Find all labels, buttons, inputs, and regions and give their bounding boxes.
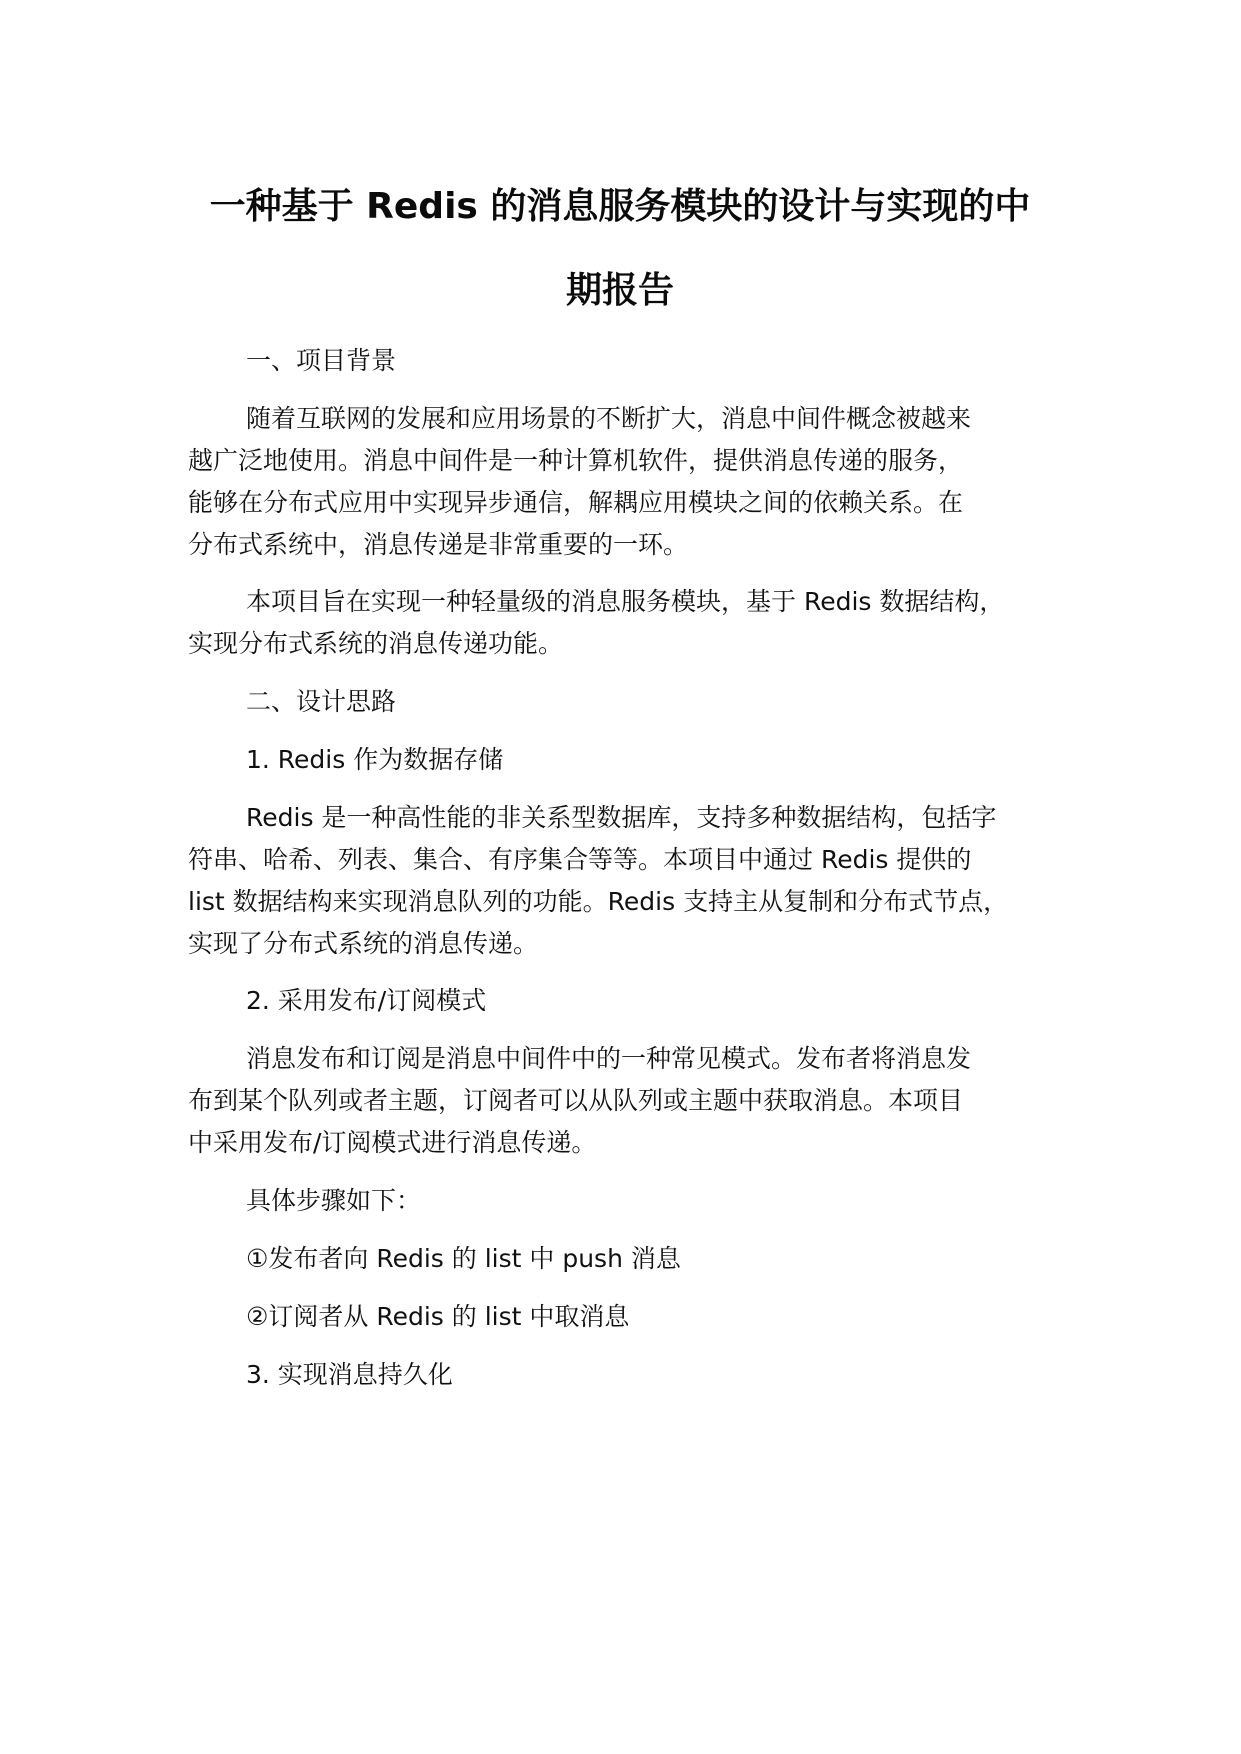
step-item-1: ①发布者向 Redis 的 list 中 push 消息 (246, 1244, 681, 1273)
steps-intro: 具体步骤如下： (246, 1186, 422, 1215)
paragraph-line: list 数据结构来实现消息队列的功能。Redis 支持主从复制和分布式节点， (188, 887, 1009, 916)
paragraph-line: 中采用发布/订阅模式进行消息传递。 (188, 1128, 597, 1157)
document-title-line-2: 期报告 (565, 270, 674, 311)
paragraph-line: 分布式系统中，消息传递是非常重要的一环。 (188, 530, 689, 559)
subsection-heading-persistence: 3. 实现消息持久化 (246, 1360, 453, 1389)
paragraph-line: 能够在分布式应用中实现异步通信，解耦应用模块之间的依赖关系。在 (188, 488, 964, 517)
step-item-2: ②订阅者从 Redis 的 list 中取消息 (246, 1302, 630, 1331)
subsection-heading-pubsub: 2. 采用发布/订阅模式 (246, 986, 487, 1015)
document-title-line-1: 一种基于 Redis 的消息服务模块的设计与实现的中 (209, 186, 1031, 227)
paragraph-line: 实现分布式系统的消息传递功能。 (188, 629, 564, 658)
section-heading-background: 一、项目背景 (246, 346, 397, 375)
section-heading-design: 二、设计思路 (246, 687, 397, 716)
paragraph-line: 实现了分布式系统的消息传递。 (188, 929, 539, 958)
subsection-heading-redis-storage: 1. Redis 作为数据存储 (246, 745, 504, 774)
paragraph-line: 符串、哈希、列表、集合、有序集合等等。本项目中通过 Redis 提供的 (188, 845, 972, 874)
paragraph-line: 本项目旨在实现一种轻量级的消息服务模块，基于 Redis 数据结构， (246, 587, 1005, 616)
paragraph-line: 随着互联网的发展和应用场景的不断扩大，消息中间件概念被越来 (246, 404, 972, 433)
paragraph-line: 越广泛地使用。消息中间件是一种计算机软件，提供消息传递的服务， (188, 446, 964, 475)
paragraph-line: 消息发布和订阅是消息中间件中的一种常见模式。发布者将消息发 (246, 1044, 972, 1073)
paragraph-line: Redis 是一种高性能的非关系型数据库，支持多种数据结构，包括字 (246, 803, 997, 832)
paragraph-line: 布到某个队列或者主题，订阅者可以从队列或主题中获取消息。本项目 (188, 1086, 964, 1115)
